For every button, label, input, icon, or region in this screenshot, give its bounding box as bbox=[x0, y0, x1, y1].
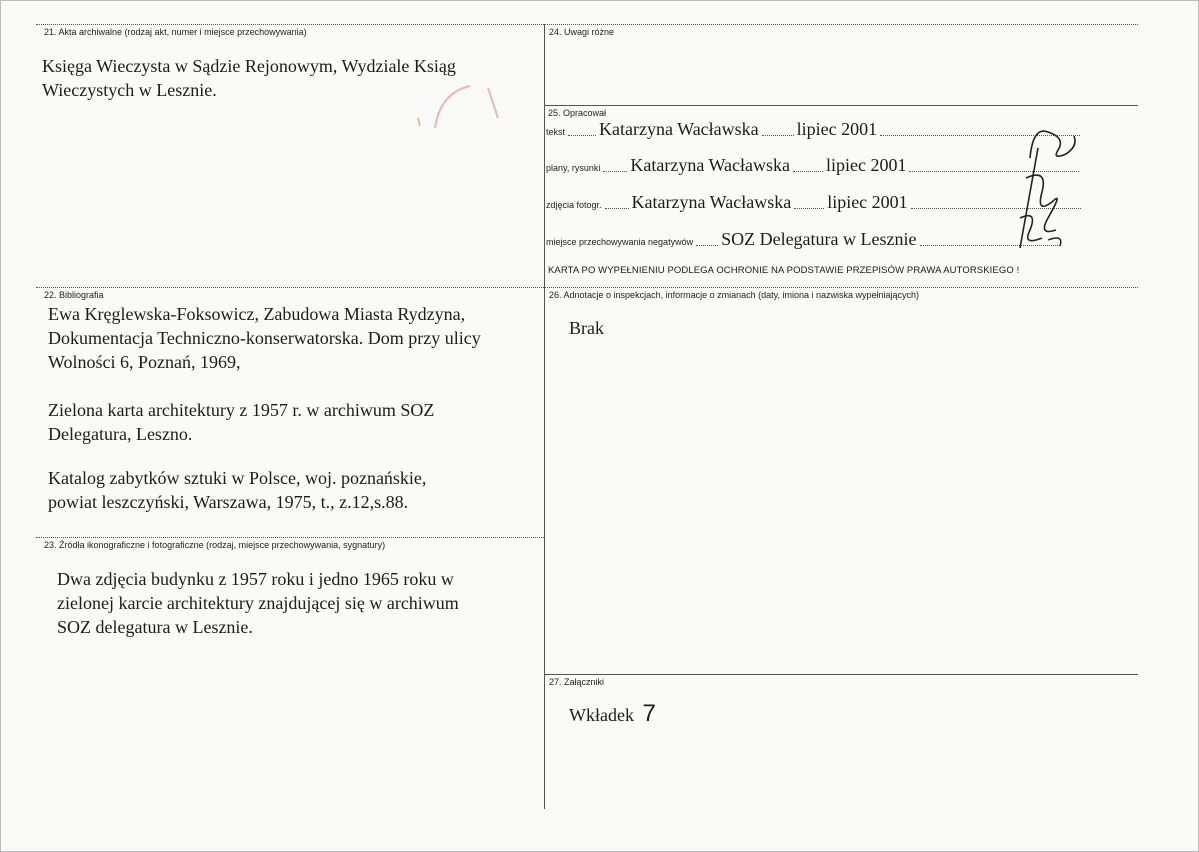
handwritten-signature bbox=[1008, 118, 1088, 258]
row-negatywy bbox=[546, 229, 1063, 250]
row-zdjecia bbox=[546, 192, 1084, 213]
faded-stamp-mark bbox=[410, 78, 510, 148]
row-tekst bbox=[546, 119, 1083, 140]
biblio-line-3: Wolności 6, Poznań, 1969, bbox=[48, 352, 241, 372]
label-adnotacje: 26. Adnotacje o inspekcjach, informacje o zmianach (daty, imiona i nazwiska wypełniających) bbox=[549, 290, 920, 300]
row-tekst-name: Katarzyna Wacławska bbox=[599, 119, 759, 139]
row-plany bbox=[546, 155, 1082, 176]
akta-line-1: Księga Wieczysta w Sądzie Rejonowym, Wydziale Ksiąg bbox=[42, 56, 456, 76]
label-zrodla-ikonograficzne: 23. Źródła ikonograficzne i fotograficzne (rodzaj, miejsce przechowywania, sygnatury) bbox=[44, 540, 386, 550]
label-opracowal: 25. Opracował bbox=[548, 108, 607, 118]
zrodla-line-2: zielonej karcie architektury znajdującej się w archiwum bbox=[57, 593, 459, 613]
biblio-line-6: Katalog zabytków sztuki w Polsce, woj. poznańskie, bbox=[48, 468, 427, 488]
label-akta-archiwalne: 21. Akta archiwalne (rodzaj akt, numer i miejsce przechowywania) bbox=[44, 27, 307, 37]
rule-26-27 bbox=[544, 674, 1138, 675]
biblio-line-7: powiat leszczyński, Warszawa, 1975, t., z.12,s.88. bbox=[48, 492, 409, 512]
row-plany-name: Katarzyna Wacławska bbox=[630, 155, 790, 175]
adnotacje-value: Brak bbox=[569, 318, 604, 338]
label-zalaczniki: 27. Załączniki bbox=[549, 677, 605, 687]
rule-21-22 bbox=[36, 287, 1138, 288]
biblio-line-4: Zielona karta architektury z 1957 r. w archiwum SOZ bbox=[48, 400, 435, 420]
label-bibliografia: 22. Bibliografia bbox=[44, 290, 104, 300]
rule-24-25 bbox=[544, 105, 1138, 106]
akta-line-2: Wieczystych w Lesznie. bbox=[42, 80, 217, 100]
row-tekst-key: tekst bbox=[546, 127, 566, 137]
copyright-notice: KARTA PO WYPEŁNIENIU PODLEGA OCHRONIE NA PODSTAWIE PRZEPISÓW PRAWA AUTORSKIEGO ! bbox=[548, 265, 1020, 276]
row-tekst-date: lipiec 2001 bbox=[796, 119, 878, 139]
row-plany-date: lipiec 2001 bbox=[826, 155, 907, 175]
row-negatywy-key: miejsce przechowywania negatywów bbox=[546, 237, 694, 247]
center-divider bbox=[544, 24, 545, 809]
top-rule bbox=[36, 24, 1138, 25]
rule-22-23 bbox=[36, 537, 544, 538]
zrodla-line-1: Dwa zdjęcia budynku z 1957 roku i jedno 1965 roku w bbox=[57, 569, 454, 589]
zalaczniki-count: 7 bbox=[642, 700, 656, 727]
zalaczniki-label: Wkładek bbox=[569, 705, 634, 725]
zalaczniki-value bbox=[569, 702, 656, 727]
biblio-line-5: Delegatura, Leszno. bbox=[48, 424, 193, 444]
row-zdjecia-name: Katarzyna Wacławska bbox=[631, 192, 792, 212]
zrodla-line-3: SOZ delegatura w Lesznie. bbox=[57, 617, 253, 637]
row-plany-key: plany, rysunki bbox=[546, 163, 601, 173]
label-uwagi-rozne: 24. Uwagi różne bbox=[549, 27, 615, 37]
biblio-line-2: Dokumentacja Techniczno-konserwatorska. Dom przy ulicy bbox=[48, 328, 481, 348]
row-zdjecia-date: lipiec 2001 bbox=[827, 192, 908, 212]
row-zdjecia-key: zdjęcia fotogr. bbox=[546, 200, 602, 210]
row-negatywy-value: SOZ Delegatura w Lesznie bbox=[721, 229, 917, 249]
biblio-line-1: Ewa Kręglewska-Foksowicz, Zabudowa Miasta Rydzyna, bbox=[48, 304, 466, 324]
